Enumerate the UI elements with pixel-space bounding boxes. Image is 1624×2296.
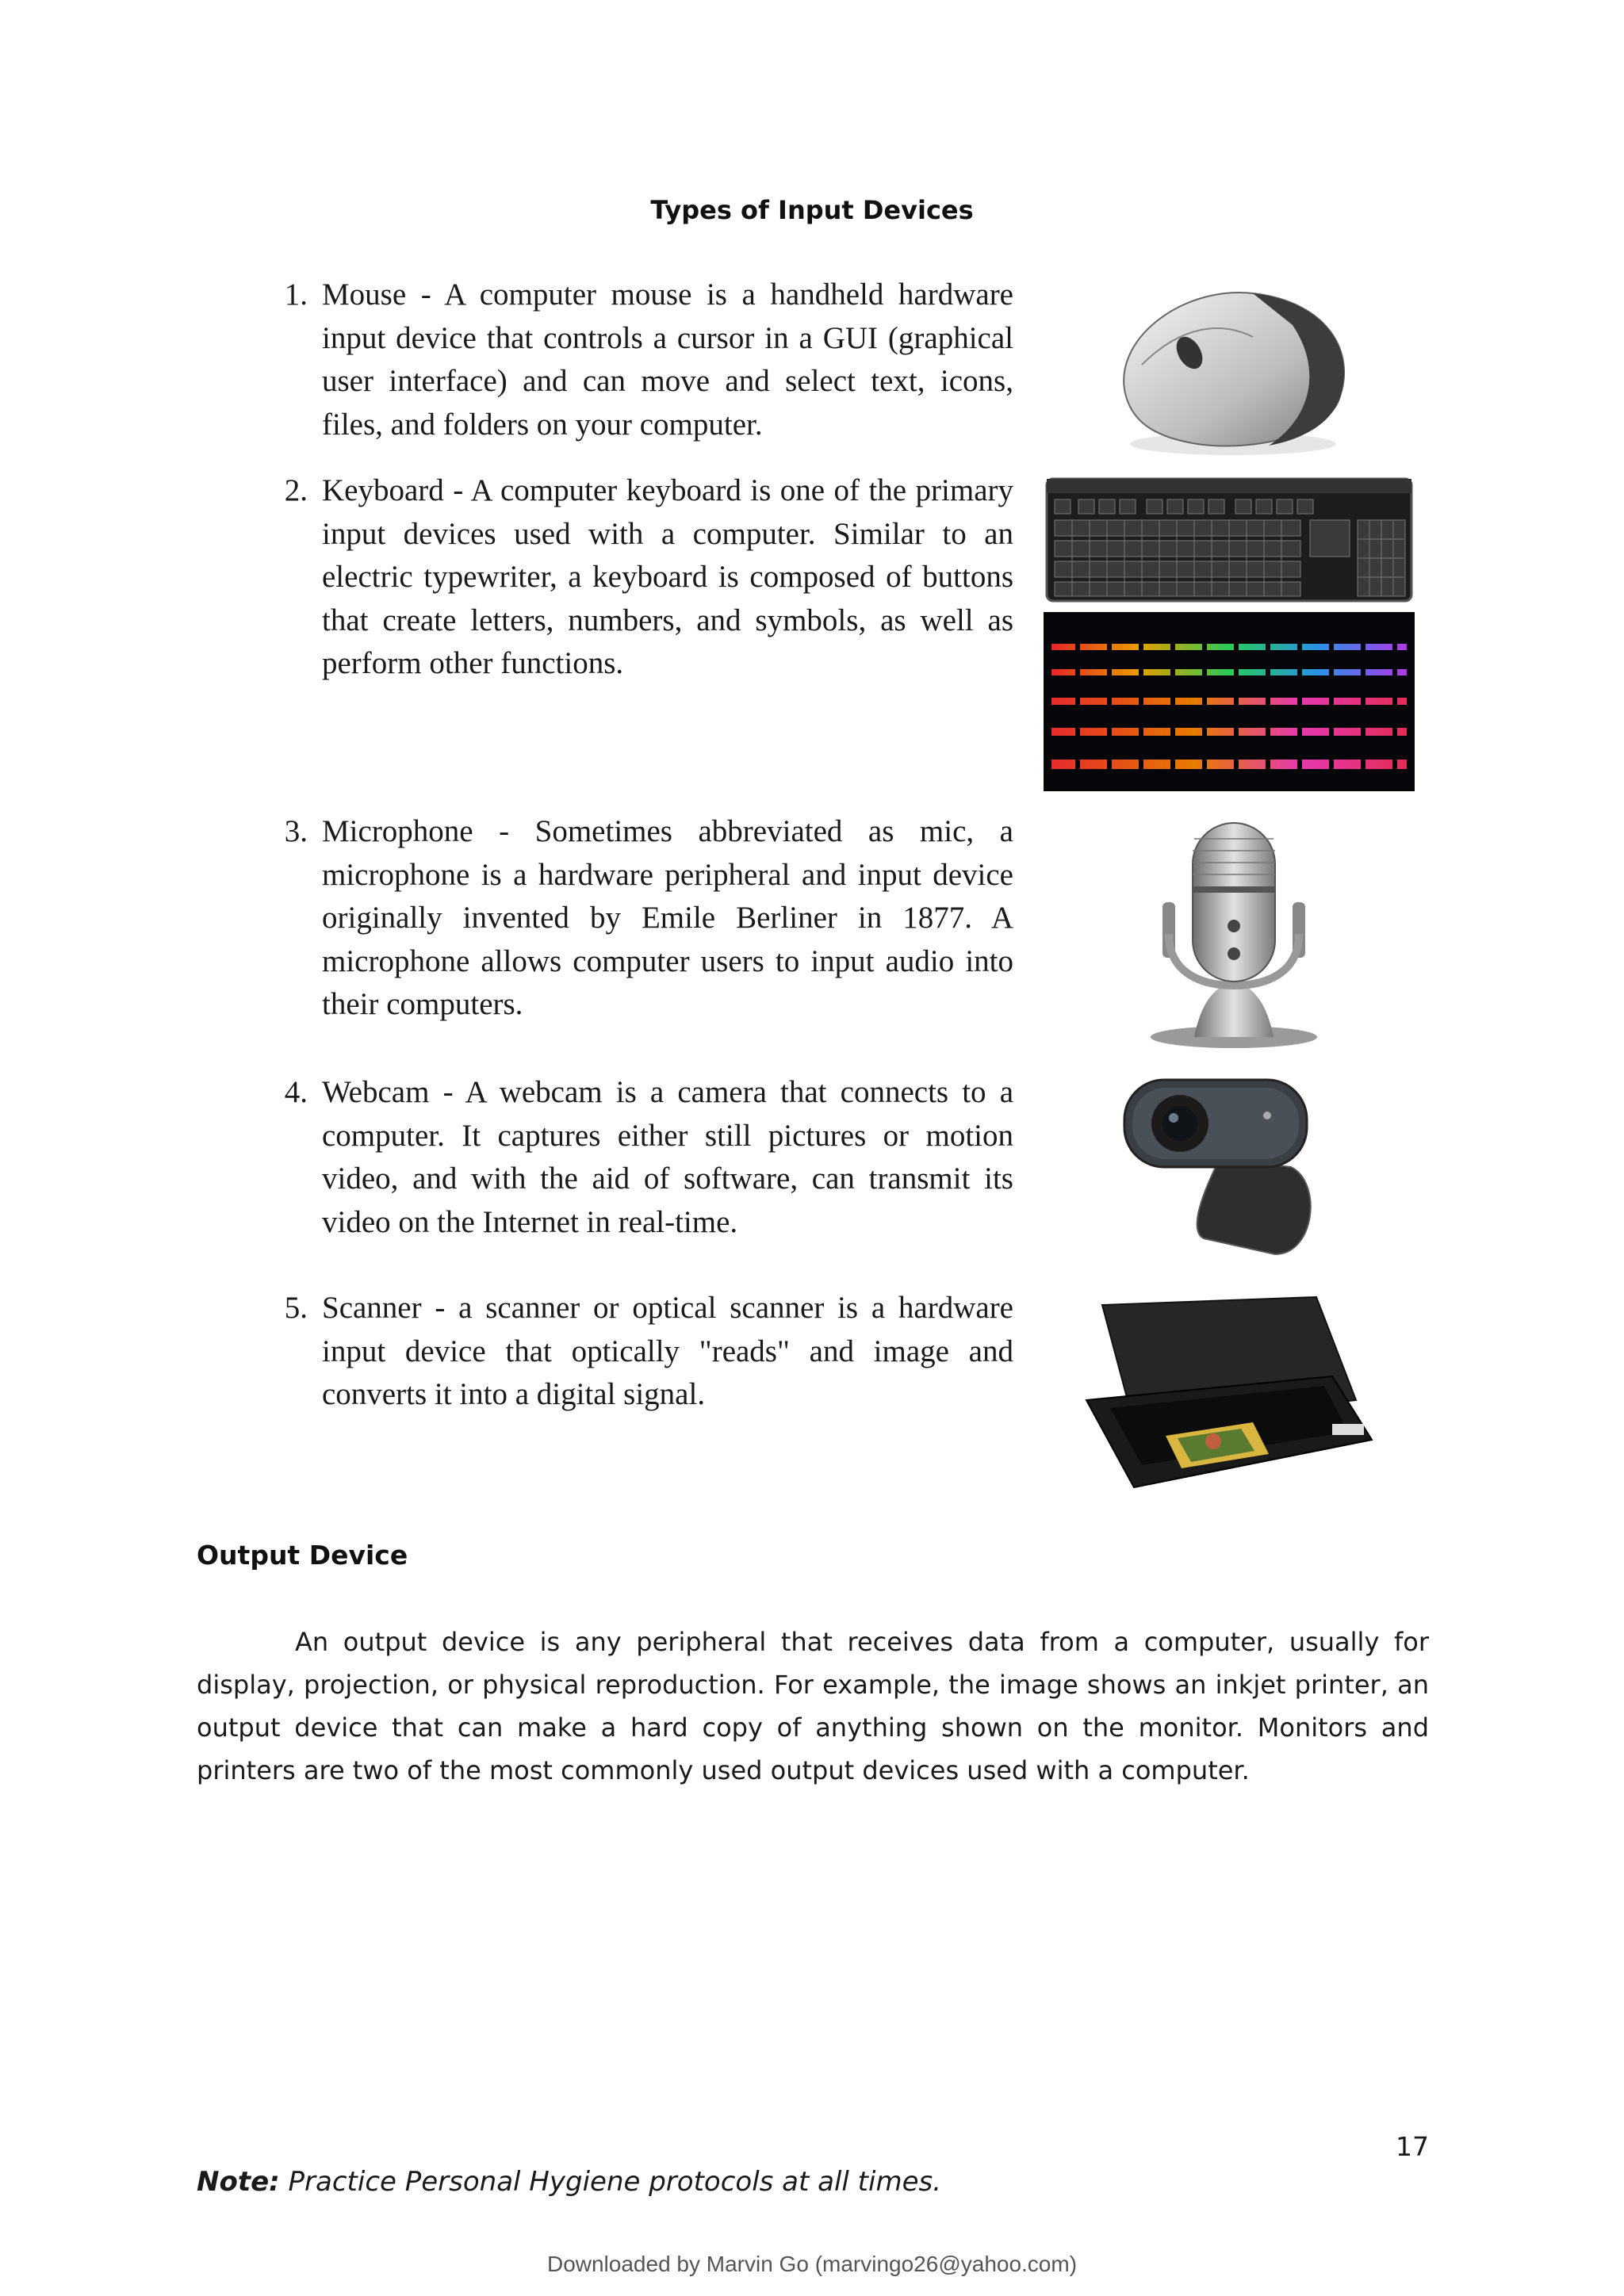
backlit-keyboard-image [1044, 612, 1415, 791]
list-item-mouse [268, 274, 1013, 446]
list-text: Microphone - Sometimes abbreviated as mic, a microphone is a hardware peripheral and input device originally invented by Emile Berliner in 1877. A microphone allows computer users to input audio into their computers. [322, 814, 1013, 1021]
list-text: Webcam - A webcam is a camera that connects to a computer. It captures either still pictures or motion video, and with the aid of software, can transmit its video on the Internet in real-time. [322, 1075, 1013, 1239]
list-item-scanner [268, 1287, 1013, 1417]
list-item-keyboard [268, 469, 1013, 686]
list-number: 1. [284, 277, 308, 312]
note [197, 2166, 941, 2198]
list-number: 3. [284, 814, 308, 848]
download-footer: Downloaded by Marvin Go (marvingo26@yahoo.com) [546, 2252, 1078, 2276]
webcam-image [1116, 1072, 1339, 1259]
keyboard-image [1044, 473, 1415, 607]
list-number: 5. [284, 1291, 308, 1325]
microphone-image [1139, 815, 1329, 1051]
note-label: Note: [197, 2166, 280, 2198]
list-item-webcam [268, 1071, 1013, 1244]
page-number: 17 [1396, 2131, 1429, 2162]
list-number: 2. [284, 473, 308, 507]
note-text: Practice Personal Hygiene protocols at all times. [288, 2166, 942, 2198]
mouse-image [1094, 277, 1364, 465]
list-text: Mouse - A computer mouse is a handheld hardware input device that controls a cursor in a GUI (graphical user interface) and can move and select text, icons, files, and folders on your computer. [322, 277, 1013, 442]
list-item-microphone [268, 810, 1013, 1027]
section-title: Types of Input Devices [650, 195, 974, 225]
output-device-paragraph: An output device is any peripheral that receives data from a computer, usually for display, projection, or physical reproduction. For example, the image shows an inkjet printer, an output device that can make a hard copy of anything shown on the monitor. Monitors and printers are two of the most commonly used output devices used with a computer. [197, 1627, 1429, 1785]
list-number: 4. [284, 1075, 308, 1109]
list-text: Scanner - a scanner or optical scanner is a hardware input device that optically "reads" and image and converts it into a digital signal. [322, 1291, 1013, 1411]
output-device-heading: Output Device [197, 1540, 408, 1571]
scanner-image [1078, 1289, 1381, 1492]
list-text: Keyboard - A computer keyboard is one of the primary input devices used with a computer. Similar to an electric typewriter, a keyboard is composed of buttons that create letters, numbers, and symbols, as well as perform other functions. [322, 473, 1013, 680]
